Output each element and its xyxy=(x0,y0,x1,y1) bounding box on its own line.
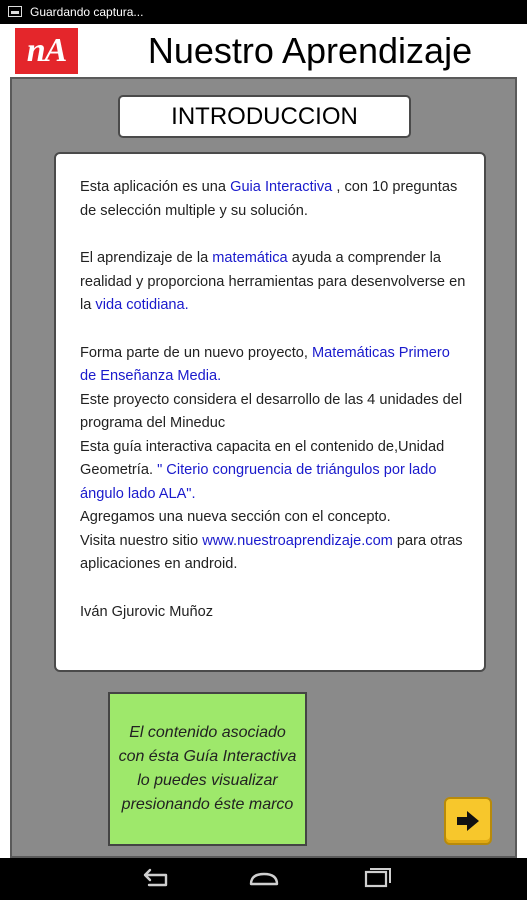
text-span: ayuda a comprender la realidad y proporciona herramientas para desenvolverse en la xyxy=(80,250,466,313)
home-icon[interactable] xyxy=(244,866,284,892)
content-frame-button[interactable] xyxy=(108,692,307,846)
link-matematica[interactable]: matemática xyxy=(212,250,288,266)
app-title: Nuestro Aprendizaje xyxy=(147,30,473,71)
next-button[interactable] xyxy=(444,797,492,845)
back-icon[interactable] xyxy=(133,866,173,892)
link-guia-interactiva[interactable]: Guia Interactiva xyxy=(230,179,337,195)
text-span: Visita nuestro sitio xyxy=(80,532,203,549)
paragraph-website xyxy=(80,530,466,577)
nav-bar xyxy=(0,858,527,900)
paragraph-description xyxy=(80,176,466,223)
app-header xyxy=(0,24,527,77)
status-text: Guardando captura... xyxy=(30,5,144,19)
paragraph-units: Este proyecto considera el desarrollo de las 4 unidades del programa del Mineduc xyxy=(80,391,463,431)
screenshot-icon xyxy=(8,6,22,17)
content-frame-label: El contenido asociado con ésta Guía Interactiva lo puedes visualizar presionando éste marco xyxy=(118,724,297,813)
intro-content-card xyxy=(54,152,486,672)
author-name: Iván Gjurovic Muñoz xyxy=(80,603,214,620)
paragraph-learning xyxy=(80,247,466,318)
text-span: para otras aplicaciones en android. xyxy=(80,532,463,572)
intro-title-box xyxy=(118,95,411,138)
link-matematicas-primero[interactable]: Matemáticas Primero de Enseñanza Media. xyxy=(80,344,450,384)
link-vida-cotidiana[interactable]: vida cotidiana. xyxy=(95,297,189,313)
paragraph-new-section: Agregamos una nueva sección con el concepto. xyxy=(80,509,391,525)
text-span: Forma parte de un nuevo proyecto, xyxy=(80,344,313,361)
link-criterio-ala[interactable]: " Citerio congruencia de triángulos por lado ángulo lado ALA". xyxy=(80,462,437,502)
recents-icon[interactable] xyxy=(358,866,398,892)
link-website[interactable]: www.nuestroaprendizaje.com xyxy=(202,532,393,549)
paragraph-guide xyxy=(80,436,466,507)
text-span: , con 10 preguntas de selección multiple y su solución. xyxy=(80,179,458,219)
text-span: Esta aplicación es una xyxy=(80,179,231,195)
text-span: Esta guía interactiva capacita en el contenido de,Unidad Geometría. xyxy=(80,438,445,478)
intro-title: INTRODUCCION xyxy=(171,103,358,130)
arrow-right-icon xyxy=(455,809,481,833)
paragraph-project xyxy=(80,342,466,389)
text-span: El aprendizaje de la xyxy=(80,250,213,266)
app-logo: nA xyxy=(15,28,78,74)
status-bar xyxy=(0,0,527,24)
